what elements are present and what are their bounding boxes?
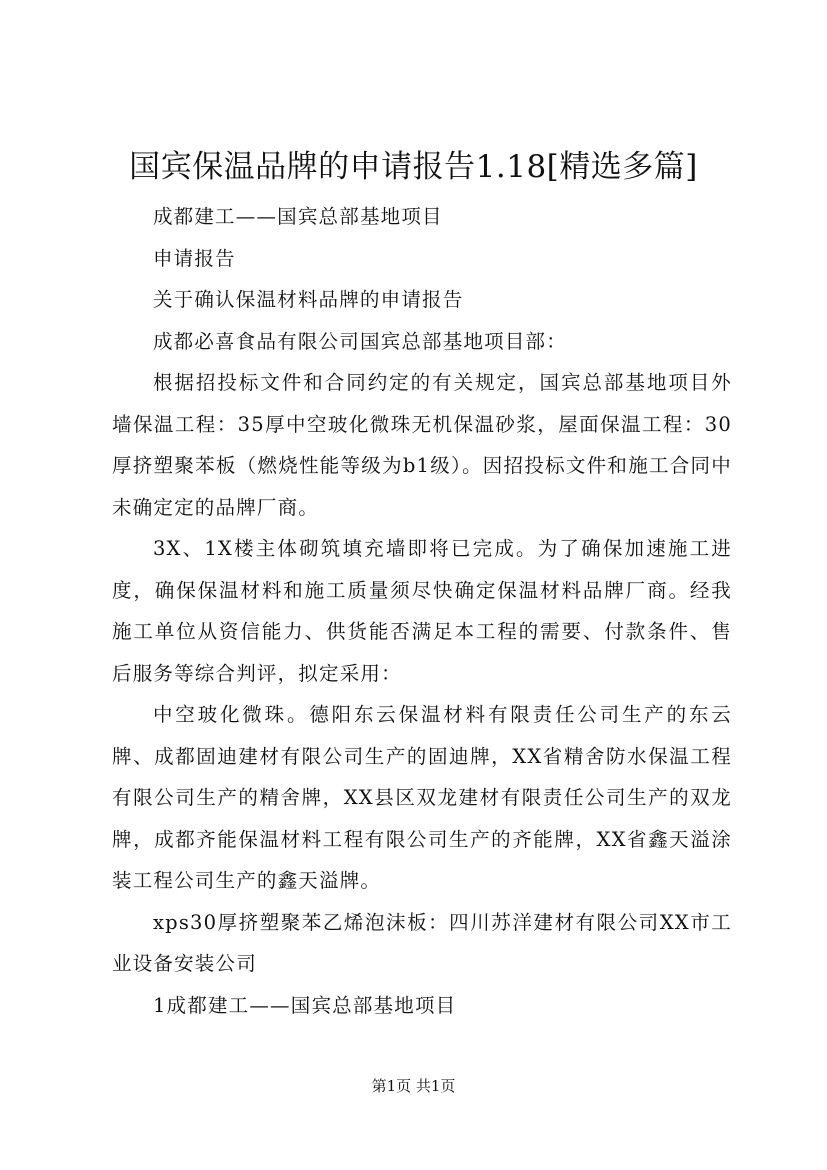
- basis-paragraph: 根据招投标文件和合同约定的有关规定，国宾总部基地项目外墙保温工程：35厚中空玻化微珠无机保温砂浆，屋面保温工程：30厚挤塑聚苯板（燃烧性能等级为b1级）。因招投标文件和施工合同中未确定定的品牌厂商。: [112, 371, 732, 519]
- document-title: 国宾保温品牌的申请报告1.18[精选多篇]: [129, 149, 698, 185]
- addressee-paragraph: 成都必喜食品有限公司国宾总部基地项目部：: [152, 329, 567, 353]
- report-subject-paragraph: 关于确认保温材料品牌的申请报告: [152, 288, 464, 311]
- progress-paragraph: 3X、1X楼主体砌筑填充墙即将已完成。为了确保加速施工进度，确保保温材料和施工质量须尽快确定保温材料品牌厂商。经我施工单位从资信能力、供货能否满足本工程的需要、付款条件、售后服务等综合判评，拟定采用：: [112, 537, 732, 685]
- closing-project-paragraph: 1成都建工——国宾总部基地项目: [152, 993, 457, 1017]
- page-footer: 第1页 共1页: [371, 1077, 456, 1095]
- microbead-brands-paragraph: 中空玻化微珠。德阳东云保温材料有限责任公司生产的东云牌、成都固迪建材有限公司生产的固迪牌，XX省精舍防水保温工程有限公司生产的精舍牌，XX县区双龙建材有限责任公司生产的双龙牌，成都齐能保温材料工程有限公司生产的齐能牌，XX省鑫天溢涂装工程公司生产的鑫天溢牌。: [112, 703, 732, 892]
- xps-board-paragraph: xps30厚挤塑聚苯乙烯泡沫板：四川苏洋建材有限公司XX市工业设备安装公司: [112, 910, 732, 975]
- document-body: [112, 196, 732, 1026]
- report-label-paragraph: 申请报告: [152, 246, 236, 270]
- project-name-paragraph: 成都建工——国宾总部基地项目: [152, 205, 443, 228]
